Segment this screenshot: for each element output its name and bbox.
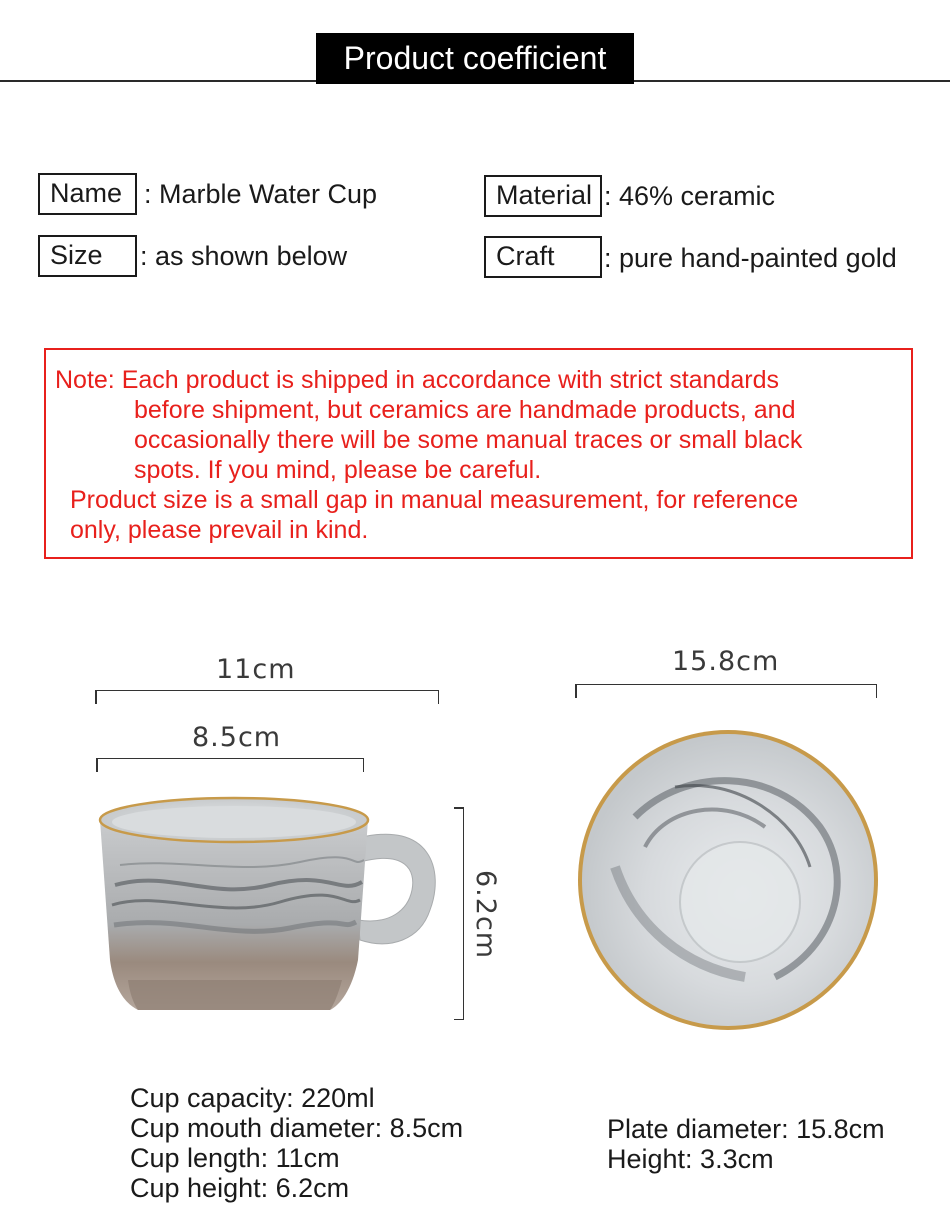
note-line-4: spots. If you mind, please be careful. xyxy=(134,456,542,484)
cup-capacity-text: Cup capacity: 220ml xyxy=(130,1083,375,1113)
cup-length-dimension-label: 11cm xyxy=(216,654,296,685)
marble-cup-image xyxy=(90,790,450,1035)
cup-height-dimension-line xyxy=(454,807,464,1020)
cup-height-text: Cup height: 6.2cm xyxy=(130,1173,350,1203)
cup-length-dimension-line xyxy=(95,690,439,704)
name-label: Name xyxy=(38,173,137,215)
plate-diameter-text: Plate diameter: 15.8cm xyxy=(607,1114,885,1144)
material-value: : 46% ceramic xyxy=(604,181,776,211)
plate-diameter-dimension-line xyxy=(575,684,877,698)
plate-diameter-dimension-label: 15.8cm xyxy=(672,646,780,677)
cup-mouth-diameter-text: Cup mouth diameter: 8.5cm xyxy=(130,1113,464,1143)
craft-value: : pure hand-painted gold xyxy=(604,243,897,273)
cup-mouth-dimension-label: 8.5cm xyxy=(192,722,282,753)
cup-length-text: Cup length: 11cm xyxy=(130,1143,340,1173)
page-title: Product coefficient xyxy=(316,33,634,84)
cup-mouth-dimension-line xyxy=(96,758,364,772)
plate-height-text: Height: 3.3cm xyxy=(607,1144,774,1174)
craft-label: Craft xyxy=(484,236,602,278)
note-line-6: only, please prevail in kind. xyxy=(70,516,369,544)
name-value: : Marble Water Cup xyxy=(144,179,378,209)
size-value: : as shown below xyxy=(140,241,348,271)
note-line-3: occasionally there will be some manual traces or small black xyxy=(134,426,803,454)
note-line-2: before shipment, but ceramics are handmade products, and xyxy=(134,396,796,424)
note-line-1: Note: Each product is shipped in accordance with strict standards xyxy=(55,366,779,394)
size-label: Size xyxy=(38,235,137,277)
note-line-5: Product size is a small gap in manual measurement, for reference xyxy=(70,486,799,514)
marble-plate-image xyxy=(575,727,881,1033)
material-label: Material xyxy=(484,175,602,217)
cup-height-dimension-label: 6.2cm xyxy=(470,870,501,960)
